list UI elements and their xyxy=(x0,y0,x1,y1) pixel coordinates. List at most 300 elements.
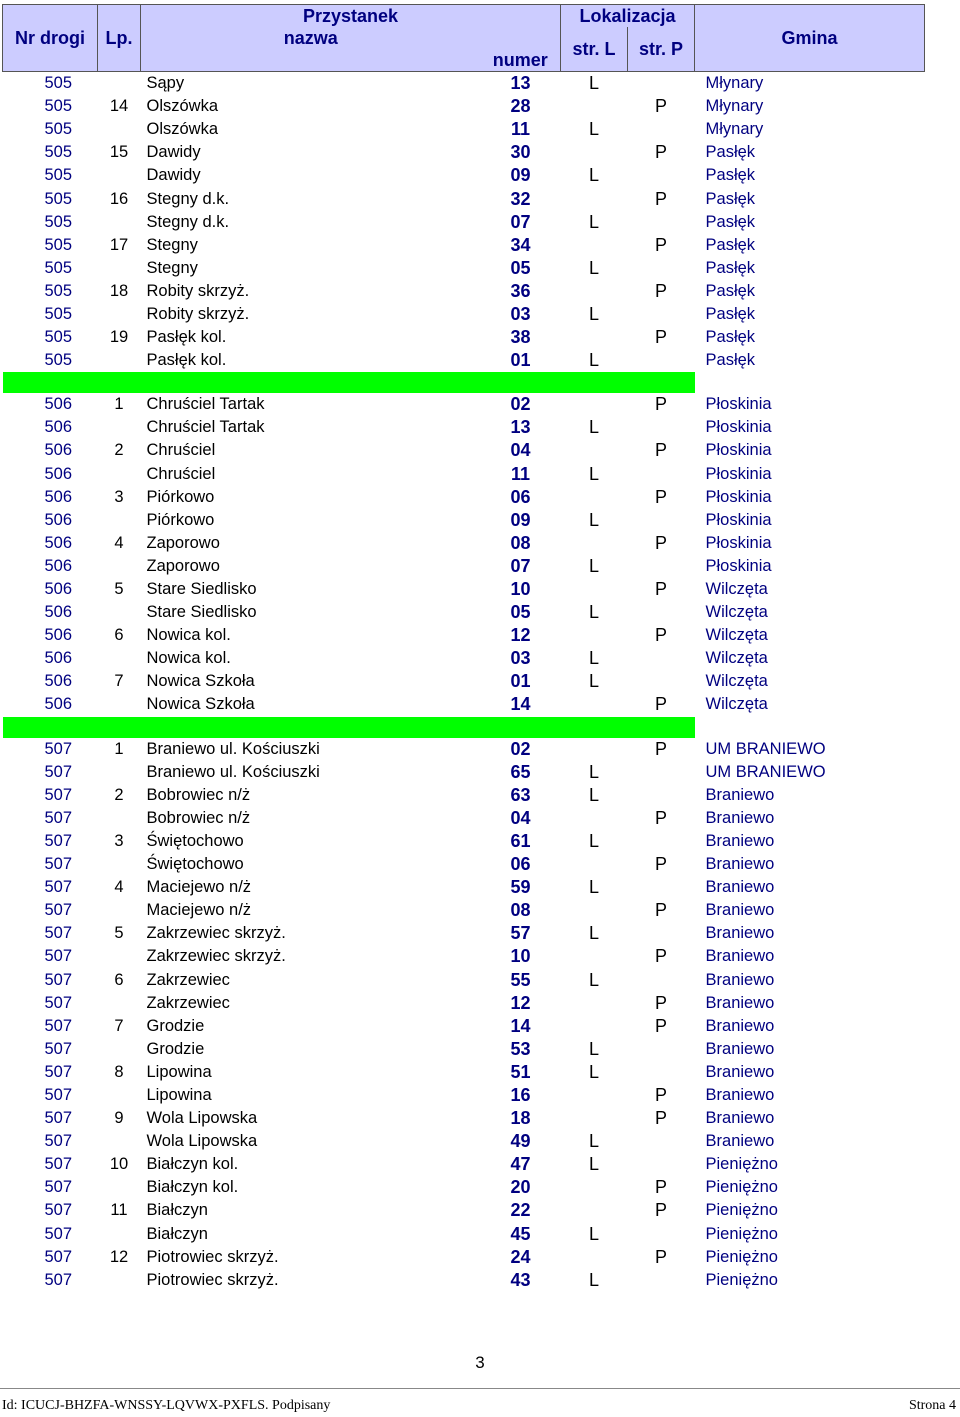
gmina-cell: Pieniężno xyxy=(705,1270,778,1289)
table-row xyxy=(3,393,925,416)
stop-name-cell: Grodzie xyxy=(146,1016,205,1035)
side-right-cell xyxy=(628,922,695,945)
stop-name-cell: Bobrowiec n/ż xyxy=(146,785,251,804)
separator-cell xyxy=(3,717,98,738)
road-number-cell: 505 xyxy=(44,189,73,208)
stop-number-cell: 09 xyxy=(510,509,531,530)
stop-name-cell: Wola Lipowska xyxy=(146,1132,258,1151)
table-row xyxy=(3,1246,925,1269)
header-nazwa: nazwa xyxy=(141,27,481,72)
side-right-cell xyxy=(628,416,695,439)
table-row xyxy=(3,257,925,280)
table-row xyxy=(3,463,925,486)
stop-name-cell: Piotrowiec skrzyż. xyxy=(146,1247,279,1266)
side-left-cell xyxy=(561,393,628,416)
stop-lp-cell: 5 xyxy=(114,580,124,599)
gmina-cell: Płoskinia xyxy=(705,556,772,575)
table-row xyxy=(3,141,925,164)
stop-name-cell: Lipowina xyxy=(146,1085,212,1104)
side-right-cell: P xyxy=(655,188,668,209)
separator-cell xyxy=(141,372,481,393)
road-number-cell: 507 xyxy=(44,831,73,850)
side-right-cell xyxy=(628,1269,695,1292)
stop-name-cell: Nowica kol. xyxy=(146,649,231,668)
side-right-cell xyxy=(628,257,695,280)
side-left-cell: L xyxy=(588,165,599,186)
stop-lp-cell: 19 xyxy=(109,328,129,347)
separator-cell xyxy=(561,372,628,393)
header-gmina: Gmina xyxy=(695,5,925,72)
stop-number-cell: 02 xyxy=(510,738,531,759)
side-right-cell xyxy=(628,784,695,807)
gmina-cell: Braniewo xyxy=(705,1016,775,1035)
stop-lp-cell: 14 xyxy=(109,97,129,116)
stop-name-cell: Białczyn kol. xyxy=(146,1178,239,1197)
gmina-cell: Wilczęta xyxy=(705,580,768,599)
table-row xyxy=(3,164,925,187)
stop-lp-cell xyxy=(98,992,141,1015)
table-row xyxy=(3,899,925,922)
stop-name-cell: Sąpy xyxy=(146,74,185,93)
side-left-cell xyxy=(561,945,628,968)
page-number: 3 xyxy=(475,1353,485,1372)
bus-stop-table xyxy=(2,4,925,1292)
stop-number-cell: 10 xyxy=(510,946,531,967)
table-row xyxy=(3,211,925,234)
gmina-cell: Pasłęk xyxy=(705,235,756,254)
stop-lp-cell: 18 xyxy=(109,281,129,300)
road-number-cell: 507 xyxy=(44,785,73,804)
stop-name-cell: Stare Siedlisko xyxy=(146,580,257,599)
stop-name-cell: Stegny d.k. xyxy=(146,212,230,231)
stop-lp-cell xyxy=(98,1130,141,1153)
table-row xyxy=(3,303,925,326)
stop-name-cell: Pasłęk kol. xyxy=(146,351,227,370)
gmina-cell: Pasłęk xyxy=(705,143,756,162)
side-left-cell xyxy=(561,532,628,555)
stop-lp-cell xyxy=(98,601,141,624)
side-left-cell xyxy=(561,1084,628,1107)
gmina-cell: Wilczęta xyxy=(705,672,768,691)
stop-lp-cell xyxy=(98,853,141,876)
stop-number-cell: 34 xyxy=(510,234,531,255)
stop-number-cell: 03 xyxy=(510,303,531,324)
side-right-cell: P xyxy=(655,280,668,301)
table-row xyxy=(3,1107,925,1130)
stop-number-cell: 38 xyxy=(510,327,531,348)
side-left-cell: L xyxy=(588,303,599,324)
gmina-cell: Pieniężno xyxy=(705,1178,778,1197)
side-left-cell: L xyxy=(588,555,599,576)
gmina-cell: Wilczęta xyxy=(705,603,768,622)
gmina-cell: Braniewo xyxy=(705,808,775,827)
separator-cell xyxy=(481,372,561,393)
stop-lp-cell: 9 xyxy=(114,1109,124,1128)
stop-number-cell: 36 xyxy=(510,280,531,301)
stop-number-cell: 08 xyxy=(510,900,531,921)
side-left-cell: L xyxy=(588,119,599,140)
side-right-cell xyxy=(628,601,695,624)
road-number-cell: 506 xyxy=(44,649,73,668)
stop-lp-cell: 2 xyxy=(114,785,124,804)
stop-name-cell: Stegny xyxy=(146,258,198,277)
stop-lp-cell: 6 xyxy=(114,970,124,989)
table-row xyxy=(3,1038,925,1061)
gmina-cell: Płoskinia xyxy=(705,395,772,414)
road-number-cell: 507 xyxy=(44,993,73,1012)
table-row xyxy=(3,1015,925,1038)
gmina-cell: Braniewo xyxy=(705,831,775,850)
stop-lp-cell xyxy=(98,416,141,439)
table-row xyxy=(3,670,925,693)
stop-number-cell: 45 xyxy=(510,1223,531,1244)
road-number-cell: 506 xyxy=(44,672,73,691)
stop-lp-cell: 1 xyxy=(114,739,124,758)
stop-number-cell: 04 xyxy=(510,807,531,828)
gmina-cell: Wilczęta xyxy=(705,626,768,645)
side-right-cell xyxy=(628,761,695,784)
stop-number-cell: 55 xyxy=(510,969,531,990)
stop-name-cell: Chruściel Tartak xyxy=(146,395,265,414)
side-left-cell xyxy=(561,1107,628,1130)
side-right-cell: P xyxy=(655,1177,668,1198)
table-row xyxy=(3,1084,925,1107)
side-left-cell: L xyxy=(588,257,599,278)
gmina-cell: Braniewo xyxy=(705,901,775,920)
stop-lp-cell: 8 xyxy=(114,1062,124,1081)
side-left-cell: L xyxy=(588,1223,599,1244)
stop-number-cell: 63 xyxy=(510,784,531,805)
side-left-cell xyxy=(561,486,628,509)
stop-lp-cell: 16 xyxy=(109,189,129,208)
gmina-cell: Płoskinia xyxy=(705,464,772,483)
side-right-cell: P xyxy=(655,96,668,117)
side-left-cell: L xyxy=(588,463,599,484)
side-right-cell: P xyxy=(655,1200,668,1221)
side-left-cell xyxy=(561,624,628,647)
separator-cell xyxy=(3,372,98,393)
side-right-cell xyxy=(628,1061,695,1084)
separator-cell xyxy=(98,372,141,393)
side-left-cell: L xyxy=(588,1061,599,1082)
table-row xyxy=(3,1130,925,1153)
stop-lp-cell: 6 xyxy=(114,626,124,645)
stop-number-cell: 10 xyxy=(510,579,531,600)
side-right-cell: P xyxy=(655,694,668,715)
stop-name-cell: Maciejewo n/ż xyxy=(146,878,252,897)
table-row xyxy=(3,830,925,853)
road-number-cell: 506 xyxy=(44,603,73,622)
stop-name-cell: Zakrzewiec skrzyż. xyxy=(146,947,286,966)
table-row xyxy=(3,853,925,876)
stop-name-cell: Olszówka xyxy=(146,120,219,139)
road-number-cell: 507 xyxy=(44,1247,73,1266)
stop-lp-cell: 12 xyxy=(109,1247,129,1266)
side-right-cell xyxy=(628,876,695,899)
separator-cell xyxy=(628,372,695,393)
road-number-cell: 507 xyxy=(44,1085,73,1104)
road-number-cell: 506 xyxy=(44,441,73,460)
road-number-cell: 506 xyxy=(44,580,73,599)
side-left-cell: L xyxy=(588,1269,599,1290)
header-str-p: str. P xyxy=(628,27,695,72)
side-left-cell xyxy=(561,807,628,830)
side-right-cell xyxy=(628,211,695,234)
side-right-cell: P xyxy=(655,1084,668,1105)
gmina-cell: Płoskinia xyxy=(705,533,772,552)
gmina-cell: Pasłęk xyxy=(705,328,756,347)
header-lokalizacja: Lokalizacja xyxy=(561,5,695,28)
road-number-cell: 505 xyxy=(44,304,73,323)
stop-number-cell: 16 xyxy=(510,1084,531,1105)
side-left-cell xyxy=(561,95,628,118)
stop-number-cell: 11 xyxy=(510,119,531,140)
table-row xyxy=(3,72,925,96)
gmina-cell: Młynary xyxy=(705,97,764,116)
stop-name-cell: Chruściel Tartak xyxy=(146,418,265,437)
road-number-cell: 507 xyxy=(44,1016,73,1035)
table-row xyxy=(3,187,925,210)
stop-number-cell: 03 xyxy=(510,648,531,669)
stop-number-cell: 49 xyxy=(510,1131,531,1152)
side-right-cell: P xyxy=(655,234,668,255)
gmina-cell: Braniewo xyxy=(705,1109,775,1128)
gmina-cell: Braniewo xyxy=(705,993,775,1012)
side-right-cell xyxy=(628,349,695,372)
stop-lp-cell xyxy=(98,1223,141,1246)
road-number-cell: 505 xyxy=(44,74,73,93)
side-right-cell xyxy=(628,164,695,187)
side-right-cell: P xyxy=(655,854,668,875)
stop-name-cell: Grodzie xyxy=(146,1039,205,1058)
side-left-cell: L xyxy=(588,73,599,94)
side-right-cell xyxy=(628,1038,695,1061)
side-right-cell xyxy=(628,830,695,853)
stop-number-cell: 13 xyxy=(510,73,531,94)
separator-cell xyxy=(695,717,925,738)
stop-number-cell: 02 xyxy=(510,394,531,415)
table-row xyxy=(3,486,925,509)
side-left-cell xyxy=(561,326,628,349)
road-number-cell: 507 xyxy=(44,878,73,897)
stop-number-cell: 12 xyxy=(510,625,531,646)
table-row xyxy=(3,1176,925,1199)
gmina-cell: Pasłęk xyxy=(705,212,756,231)
table-row xyxy=(3,349,925,372)
stop-name-cell: Białczyn kol. xyxy=(146,1155,239,1174)
road-number-cell: 507 xyxy=(44,1039,73,1058)
header-przystanek: Przystanek xyxy=(141,5,561,28)
side-right-cell: P xyxy=(655,142,668,163)
road-number-cell: 507 xyxy=(44,901,73,920)
table-row xyxy=(3,992,925,1015)
footer-divider xyxy=(0,1388,960,1389)
stop-name-cell: Braniewo ul. Kościuszki xyxy=(146,739,320,758)
road-number-cell: 507 xyxy=(44,1270,73,1289)
side-right-cell xyxy=(628,1130,695,1153)
side-left-cell: L xyxy=(588,417,599,438)
section-separator xyxy=(3,372,925,393)
side-right-cell: P xyxy=(655,394,668,415)
table-row xyxy=(3,1223,925,1246)
gmina-cell: Braniewo xyxy=(705,1062,775,1081)
side-right-cell xyxy=(628,463,695,486)
stop-name-cell: Stare Siedlisko xyxy=(146,603,257,622)
table-row xyxy=(3,509,925,532)
stop-lp-cell: 10 xyxy=(109,1155,129,1174)
side-right-cell xyxy=(628,72,695,96)
side-right-cell xyxy=(628,1223,695,1246)
side-left-cell xyxy=(561,853,628,876)
side-left-cell: L xyxy=(588,761,599,782)
stop-number-cell: 32 xyxy=(510,188,531,209)
side-left-cell: L xyxy=(588,350,599,371)
stop-lp-cell xyxy=(98,303,141,326)
separator-cell xyxy=(98,717,141,738)
stop-name-cell: Białczyn xyxy=(146,1201,208,1220)
side-right-cell: P xyxy=(655,1015,668,1036)
side-left-cell: L xyxy=(588,1131,599,1152)
stop-number-cell: 12 xyxy=(510,992,531,1013)
side-right-cell: P xyxy=(655,579,668,600)
stop-number-cell: 28 xyxy=(510,96,531,117)
stop-name-cell: Pasłęk kol. xyxy=(146,328,227,347)
stop-number-cell: 11 xyxy=(510,463,531,484)
table-row xyxy=(3,1061,925,1084)
road-number-cell: 506 xyxy=(44,487,73,506)
stop-name-cell: Bobrowiec n/ż xyxy=(146,808,251,827)
stop-number-cell: 07 xyxy=(510,211,531,232)
side-right-cell: P xyxy=(655,532,668,553)
side-left-cell xyxy=(561,693,628,716)
gmina-cell: Młynary xyxy=(705,120,764,139)
gmina-cell: UM BRANIEWO xyxy=(705,739,826,758)
side-right-cell xyxy=(628,555,695,578)
stop-number-cell: 30 xyxy=(510,142,531,163)
stop-number-cell: 07 xyxy=(510,555,531,576)
gmina-cell: Pasłęk xyxy=(705,189,756,208)
stop-lp-cell xyxy=(98,164,141,187)
stop-name-cell: Dawidy xyxy=(146,166,201,185)
stop-lp-cell xyxy=(98,1269,141,1292)
side-left-cell xyxy=(561,992,628,1015)
table-row xyxy=(3,532,925,555)
side-left-cell xyxy=(561,1176,628,1199)
table-row xyxy=(3,945,925,968)
table-row xyxy=(3,968,925,991)
road-number-cell: 507 xyxy=(44,1109,73,1128)
table-row xyxy=(3,280,925,303)
road-number-cell: 505 xyxy=(44,258,73,277)
side-left-cell xyxy=(561,1015,628,1038)
road-number-cell: 505 xyxy=(44,281,73,300)
road-number-cell: 505 xyxy=(44,328,73,347)
road-number-cell: 507 xyxy=(44,762,73,781)
stop-lp-cell: 2 xyxy=(114,441,124,460)
stop-number-cell: 14 xyxy=(510,1015,531,1036)
side-right-cell: P xyxy=(655,992,668,1013)
stop-name-cell: Robity skrzyż. xyxy=(146,281,250,300)
side-right-cell: P xyxy=(655,327,668,348)
side-left-cell: L xyxy=(588,648,599,669)
footer-document-id: Id: ICUCJ-BHZFA-WNSSY-LQVWX-PXFLS. Podpisany xyxy=(2,1398,331,1413)
gmina-cell: Braniewo xyxy=(705,970,775,989)
road-number-cell: 507 xyxy=(44,924,73,943)
road-number-cell: 506 xyxy=(44,556,73,575)
side-left-cell xyxy=(561,1246,628,1269)
header-str-l: str. L xyxy=(561,27,628,72)
gmina-cell: Pieniężno xyxy=(705,1155,778,1174)
stop-lp-cell: 3 xyxy=(114,831,124,850)
table-row xyxy=(3,624,925,647)
gmina-cell: Pasłęk xyxy=(705,281,756,300)
stop-name-cell: Robity skrzyż. xyxy=(146,304,250,323)
table-row xyxy=(3,761,925,784)
road-number-cell: 505 xyxy=(44,351,73,370)
side-right-cell xyxy=(628,509,695,532)
road-number-cell: 506 xyxy=(44,533,73,552)
stop-lp-cell: 4 xyxy=(114,533,124,552)
table-row xyxy=(3,234,925,257)
stop-name-cell: Stegny xyxy=(146,235,198,254)
stop-lp-cell: 1 xyxy=(114,395,124,414)
stop-lp-cell: 7 xyxy=(114,672,124,691)
road-number-cell: 506 xyxy=(44,418,73,437)
stop-name-cell: Chruściel xyxy=(146,441,216,460)
side-left-cell: L xyxy=(588,784,599,805)
table-row xyxy=(3,738,925,761)
stop-lp-cell xyxy=(98,647,141,670)
side-left-cell xyxy=(561,234,628,257)
gmina-cell: Braniewo xyxy=(705,878,775,897)
stop-lp-cell xyxy=(98,463,141,486)
side-left-cell xyxy=(561,187,628,210)
table-row xyxy=(3,1153,925,1176)
footer-page-label: Strona 4 xyxy=(908,1398,956,1413)
side-right-cell xyxy=(628,647,695,670)
side-right-cell: P xyxy=(655,807,668,828)
side-left-cell xyxy=(561,578,628,601)
gmina-cell: Pasłęk xyxy=(705,304,756,323)
stop-lp-cell: 15 xyxy=(109,143,129,162)
road-number-cell: 507 xyxy=(44,1201,73,1220)
stop-lp-cell xyxy=(98,761,141,784)
side-left-cell: L xyxy=(588,830,599,851)
road-number-cell: 505 xyxy=(44,143,73,162)
road-number-cell: 506 xyxy=(44,626,73,645)
stop-number-cell: 20 xyxy=(510,1177,531,1198)
table-row xyxy=(3,876,925,899)
table-row xyxy=(3,1199,925,1222)
stop-name-cell: Piórkowo xyxy=(146,510,215,529)
separator-cell xyxy=(695,372,925,393)
road-number-cell: 506 xyxy=(44,510,73,529)
road-number-cell: 506 xyxy=(44,695,73,714)
stop-lp-cell xyxy=(98,72,141,96)
stop-number-cell: 24 xyxy=(510,1246,531,1267)
table-row xyxy=(3,647,925,670)
stop-number-cell: 47 xyxy=(510,1154,531,1175)
stop-name-cell: Zakrzewiec xyxy=(146,993,230,1012)
stop-number-cell: 09 xyxy=(510,165,531,186)
stop-name-cell: Olszówka xyxy=(146,97,219,116)
stop-name-cell: Świętochowo xyxy=(146,855,244,874)
side-left-cell: L xyxy=(588,1038,599,1059)
stop-number-cell: 65 xyxy=(510,761,531,782)
stop-lp-cell: 5 xyxy=(114,924,124,943)
stop-lp-cell xyxy=(98,211,141,234)
gmina-cell: Wilczęta xyxy=(705,695,768,714)
